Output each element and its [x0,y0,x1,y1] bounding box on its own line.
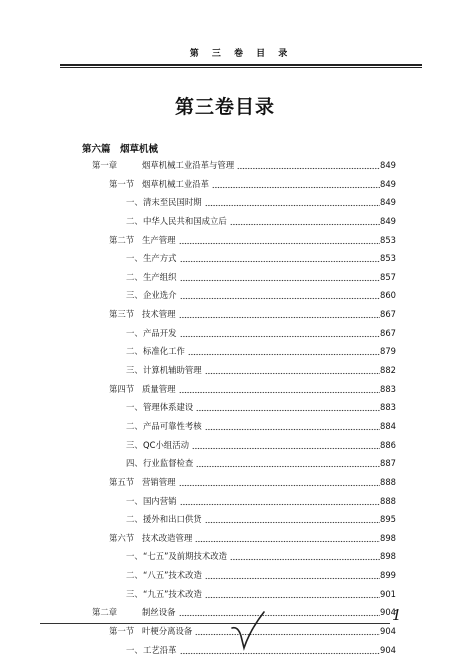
toc-leader-dots [205,585,380,604]
toc-entry-page: 849 [380,197,396,208]
toc-leader-dots [230,547,380,566]
toc-entry-text: 生产组织 [143,271,177,282]
toc-entry-item [0,510,450,529]
toc-entry-label: 二、 [126,514,143,525]
toc-entry-label: 一、 [126,402,143,413]
toc-entry-label: 一、 [126,327,143,338]
toc-entry-item [0,417,450,436]
toc-entry-page: 901 [380,588,396,599]
toc-leader-dots [180,641,380,659]
toc-entry-section [0,231,450,250]
toc-entry-text: 中华人民共和国成立后 [143,215,227,226]
toc-leader-dots [205,510,380,529]
toc-entry-text: 产品开发 [143,327,177,338]
toc-entry-page: 853 [380,234,396,245]
toc-leader-dots [230,212,380,231]
toc-leader-dots [237,156,380,175]
page-title: 第三卷目录 [174,96,275,118]
toc-entry-text: 清末至民国时期 [143,197,202,208]
toc-entry-label: 二、 [126,420,143,431]
toc-entry-text: 行业监督检查 [143,458,194,469]
toc-entry-page: 888 [380,476,396,487]
toc-entry-page: 886 [380,439,396,450]
toc-entry-label: 二、 [126,271,143,282]
header-rule-thin [60,67,422,68]
toc-entry-page: 904 [380,607,396,618]
toc-entry-text: 工艺沿革 [143,644,177,655]
toc-entry-item [0,268,450,287]
toc-entry-item [0,324,450,343]
toc-entry-page: 867 [380,327,396,338]
toc-entry-item [0,585,450,604]
toc-entry-text: 质量管理 [142,383,176,394]
toc-entry-text: 技术管理 [142,309,176,320]
toc-entry-page: 899 [380,570,396,581]
toc-entry-section [0,380,450,399]
toc-entry-label: 第一节 [109,178,135,189]
toc-leader-dots [192,436,380,455]
toc-entry-text: 产品可靠性考核 [143,420,202,431]
toc-leader-dots [205,193,380,212]
toc-entry-text: 国内营销 [143,495,177,506]
toc-entry-item [0,249,450,268]
toc-entry-text: “八五”技术改造 [143,570,202,581]
toc-entry-page: 884 [380,420,396,431]
toc-leader-dots [205,417,380,436]
toc-entry-label: 三、 [126,365,143,376]
toc-entry-label: 一、 [126,253,143,264]
toc-leader-dots [179,473,380,492]
toc-entry-item [0,342,450,361]
toc-entry-text: 烟草机械工业沿革 [142,178,209,189]
toc-entry-page: 849 [380,178,396,189]
toc-entry-text: QC小组活动 [143,439,189,450]
toc-leader-dots [212,175,380,194]
toc-leader-dots [179,305,380,324]
toc-entry-page: 887 [380,458,396,469]
toc-entry-page: 882 [380,365,396,376]
toc-leader-dots [179,231,380,250]
toc-entry-label: 第六节 [109,532,135,543]
toc-entry-label: 第二节 [109,234,135,245]
toc-entry-item [0,547,450,566]
toc-entry-text: “七五”及前期技术改造 [143,551,228,562]
toc-entry-page: 883 [380,402,396,413]
page-number: 1 [392,606,402,624]
toc-entry-text: 制丝设备 [142,607,176,618]
toc-entry-text: 援外和出口供货 [143,514,202,525]
toc-entry-text: 计算机辅助管理 [143,365,202,376]
toc-entry-text: 营销管理 [142,476,176,487]
toc-leader-dots [188,342,380,361]
toc-entry-label: 三、 [126,588,143,599]
toc-leader-dots [179,380,380,399]
toc-leader-dots [205,361,380,380]
toc-entry-page: 904 [380,644,396,655]
toc-entry-section [0,175,450,194]
toc-entry-label: 一、 [126,644,143,655]
toc-entry-page: 904 [380,626,396,637]
toc-entry-label: 一、 [126,197,143,208]
toc-entry-text: 烟草机械工业沿革与管理 [142,160,235,170]
table-of-contents [0,156,450,659]
toc-entry-text: 生产管理 [142,234,176,245]
toc-entry-page: 860 [380,290,396,301]
part-heading: 第六篇 烟草机械 [82,144,159,155]
toc-entry-text: 生产方式 [143,253,177,264]
toc-entry-label: 二、 [126,570,143,581]
running-header: 第 三 卷 目 录 [189,49,293,59]
toc-entry-section [0,305,450,324]
toc-entry-item [0,193,450,212]
toc-entry-page: 853 [380,253,396,264]
toc-entry-text: 企业选介 [143,290,177,301]
toc-entry-page: 867 [380,309,396,320]
toc-entry-section [0,622,450,641]
toc-entry-label: 第四节 [109,383,135,394]
toc-leader-dots [196,398,380,417]
header-rule [60,64,422,66]
toc-entry-label: 三、 [126,290,143,301]
toc-entry-item [0,641,450,659]
toc-entry-label: 一、 [126,551,143,562]
toc-entry-page: 898 [380,551,396,562]
toc-entry-item [0,286,450,305]
toc-entry-item [0,398,450,417]
toc-entry-page: 888 [380,495,396,506]
toc-entry-chapter [0,156,450,175]
toc-entry-page: 895 [380,514,396,525]
toc-leader-dots [180,268,380,287]
toc-entry-item [0,566,450,585]
toc-entry-label: 第三节 [109,309,135,320]
toc-entry-label: 二、 [126,346,143,357]
toc-entry-item [0,361,450,380]
toc-leader-dots [180,324,380,343]
toc-entry-label: 二、 [126,215,143,226]
toc-entry-item [0,212,450,231]
toc-leader-dots [180,286,380,305]
toc-entry-item [0,492,450,511]
toc-entry-page: 879 [380,346,396,357]
toc-entry-item [0,436,450,455]
toc-entry-page: 898 [380,532,396,543]
toc-entry-section [0,473,450,492]
toc-leader-dots [180,249,380,268]
toc-entry-label: 三、 [126,439,143,450]
toc-entry-section [0,529,450,548]
toc-leader-dots [180,492,380,511]
toc-entry-text: 标准化工作 [143,346,185,357]
footer-rule [40,623,390,624]
toc-entry-label: 第五节 [109,476,135,487]
toc-leader-dots [179,603,380,622]
toc-entry-text: 技术改造管理 [142,532,193,543]
toc-entry-text: 叶梗分离设备 [142,626,193,637]
toc-leader-dots [195,529,380,548]
toc-entry-page: 857 [380,271,396,282]
toc-entry-label: 一、 [126,495,143,506]
toc-entry-label: 第一章 [92,160,118,170]
toc-entry-label: 第一节 [109,626,135,637]
toc-entry-page: 883 [380,383,396,394]
toc-leader-dots [196,454,380,473]
toc-entry-page: 849 [380,215,396,226]
toc-entry-chapter [0,603,450,622]
toc-entry-label: 第二章 [92,607,118,618]
toc-entry-label: 四、 [126,458,143,469]
toc-leader-dots [205,566,380,585]
toc-leader-dots [195,622,380,641]
toc-entry-text: “九五”技术改造 [143,588,202,599]
toc-entry-item [0,454,450,473]
toc-entry-text: 管理体系建设 [143,402,194,413]
toc-entry-page: 849 [380,160,396,170]
handwritten-check-mark [228,608,268,652]
